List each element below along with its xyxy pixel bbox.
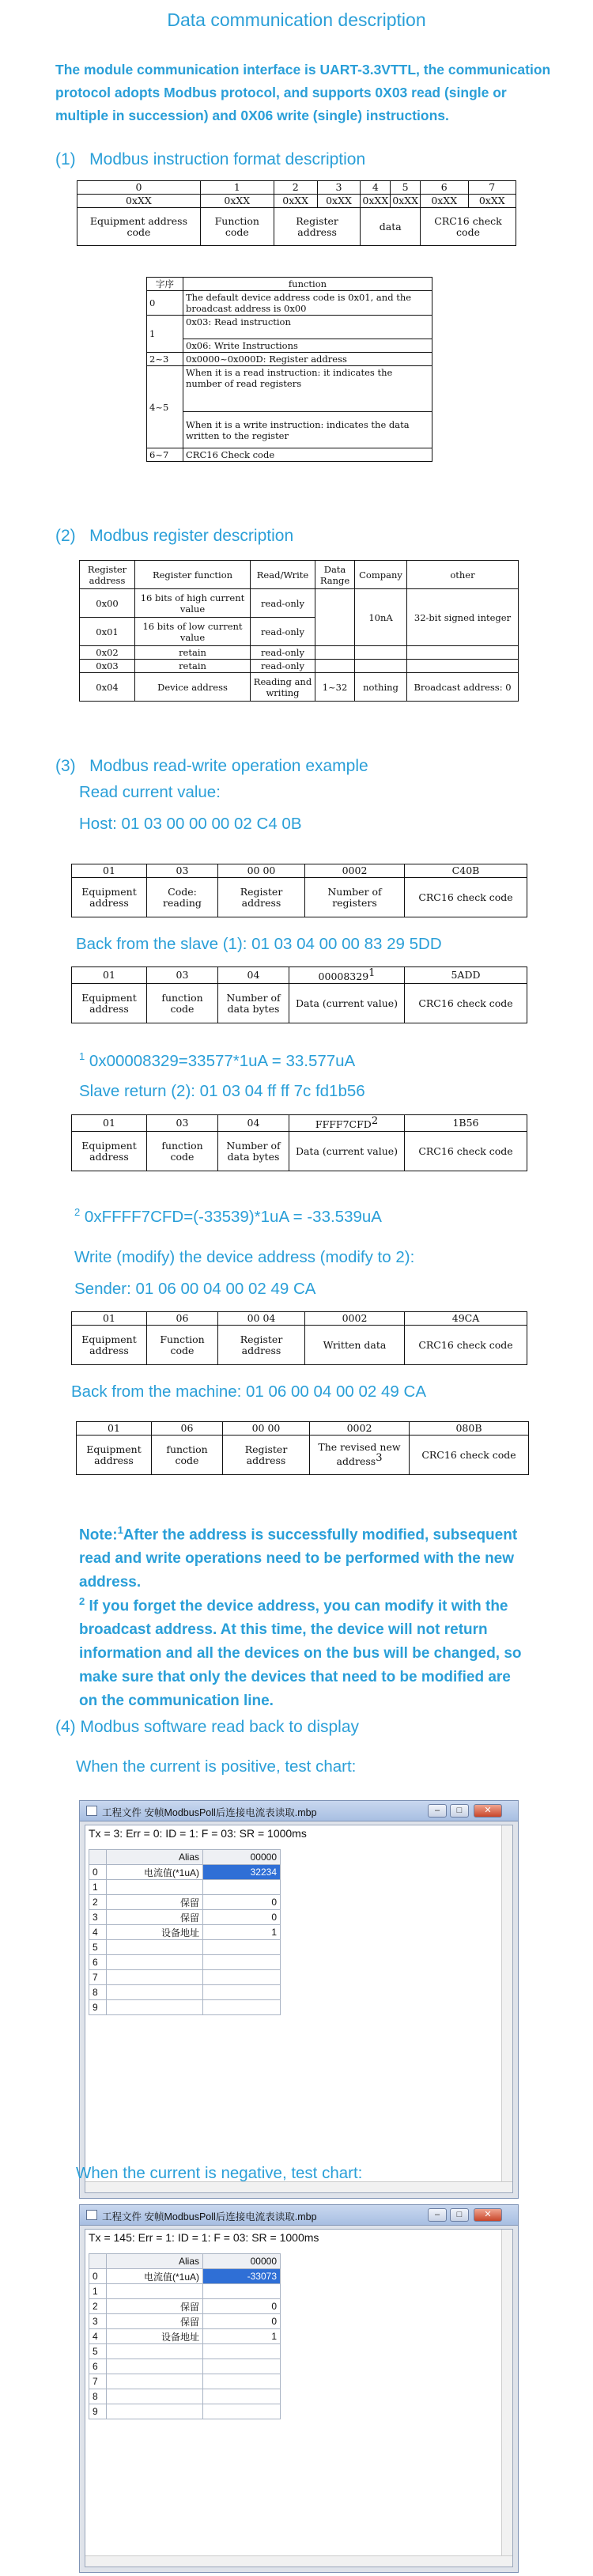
grid-row[interactable] [89,2374,281,2389]
modbus-window-positive [79,1800,519,2199]
byte-hex: 0xXX [77,195,201,208]
hex-cell: 04 [218,967,289,984]
byte-order-index: 1 [147,316,183,353]
register-unit [355,646,407,660]
vertical-scrollbar[interactable] [501,1825,512,2192]
hex-cell: 5ADD [405,967,527,984]
register-address: 0x01 [80,618,135,646]
hex-cell: C40B [405,864,527,878]
minimize-button[interactable]: – [428,2208,447,2222]
grid-row[interactable] [89,1985,281,2000]
title-bar [80,2205,518,2226]
register-address: 0x03 [80,660,135,673]
footnote-mark: 2 [371,1115,379,1127]
window-title: 工程文件 安帧ModbusPoll后连接电流表读取.mbp [102,2211,317,2222]
horizontal-scrollbar[interactable] [85,2555,512,2567]
register-other: Broadcast address: 0 [407,673,519,702]
hex-cell: 01 [72,1115,147,1132]
instruction-format-table [77,180,516,246]
byte-index: 6 [421,181,468,195]
grid-row[interactable] [89,2314,281,2329]
sender-command: Sender: 01 06 00 04 00 02 49 CA [74,1280,316,1298]
hex-cell: 0002 [310,1422,410,1436]
register-unit [355,660,407,673]
calc-text: 0xFFFF7CFD=(-33539)*1uA = -33.539uA [80,1207,382,1226]
byte-order-table [146,277,432,462]
hex-cell: 0002 [305,864,405,878]
desc-cell: function code [147,1132,218,1171]
register-other: 32-bit signed integer [407,589,519,646]
row-alias[interactable]: 电流值(*1uA) [107,2269,203,2284]
desc-cell: CRC16 check code [405,984,527,1023]
hex-cell: 00 00 [218,864,305,878]
register-grid [89,1849,281,2015]
note-paragraph-2 [79,1590,530,1713]
byte-hex: 0xXX [468,195,516,208]
desc-cell: function code [152,1436,223,1475]
row-index: 1 [89,2284,107,2299]
hex-cell: 080B [410,1422,529,1436]
register-function: 16 bits of low current value [135,618,251,646]
hex-cell: 01 [77,1422,152,1436]
hex-cell: 49CA [405,1312,527,1326]
host-read-table [71,864,527,917]
row-alias[interactable] [107,1970,203,1985]
row-index: 9 [89,2000,107,2015]
byte-desc: data [361,208,421,246]
col-header: Read/Write [251,561,315,589]
desc-cell: Register address [218,878,305,917]
row-value[interactable] [203,2284,281,2299]
col-header: Register function [135,561,251,589]
hex-cell: 03 [147,864,218,878]
register-function: retain [135,646,251,660]
grid-row[interactable] [89,1880,281,1895]
note-label: Note: [79,1526,118,1544]
byte-order-index: 2~3 [147,353,183,366]
row-alias[interactable] [107,1880,203,1895]
note-text: If you forget the device address, you can modify it with the broadcast address. At this time, the device will not return information and all the devices on the bus will be changed, so make sure that only the devices that need to be modified are on the communication line. [79,1598,522,1710]
byte-order-text: 0x06: Write Instructions [183,339,432,353]
register-unit: nothing [355,673,407,702]
row-alias[interactable]: 保留 [107,2314,203,2329]
register-address: 0x00 [80,589,135,618]
row-index: 8 [89,1985,107,2000]
hex-value: 00008329 [318,970,369,983]
desc-cell: Equipment address [72,1326,147,1365]
byte-desc-row [77,208,516,246]
footnote-mark: 2 [79,1595,85,1607]
byte-desc: Equipment address code [77,208,201,246]
window-content [85,2229,513,2567]
register-function: Device address [135,673,251,702]
title-bar [80,1801,518,1821]
row-value[interactable] [203,1880,281,1895]
value-column-header: 00000 [203,2254,281,2269]
desc-cell: Register address [223,1436,310,1475]
row-index: 7 [89,1970,107,1985]
col-header: 字序 [147,278,183,291]
byte-hex: 0xXX [391,195,421,208]
row-index: 6 [89,2359,107,2374]
row-index: 2 [89,2299,107,2314]
footnote-mark: 1 [368,967,376,979]
grid-row[interactable] [89,1865,281,1880]
desc-cell: Number of registers [305,878,405,917]
row-value[interactable]: 0 [203,1895,281,1910]
hex-cell: 0002 [305,1312,405,1326]
negative-chart-label: When the current is negative, test chart: [76,2164,363,2182]
byte-order-text: 0x0000~0x000D: Register address [183,353,432,366]
note-text: After the address is successfully modified, subsequent read and write operations need to be performed with the new address. [79,1526,518,1591]
register-rw: read-only [251,646,315,660]
byte-order-text: When it is a read instruction: it indicates the number of read registers [183,366,432,412]
byte-order-index: 4~5 [147,366,183,448]
byte-order-text: When it is a write instruction: indicates the data written to the register [183,412,432,448]
row-value[interactable] [203,2404,281,2419]
maximize-button[interactable]: □ [450,2208,469,2222]
byte-index: 0 [77,181,201,195]
grid-row[interactable] [89,1970,281,1985]
desc-cell: CRC16 check code [405,1132,527,1171]
row-index: 7 [89,2374,107,2389]
calc-footnote-2 [74,1206,382,1227]
window-content [85,1825,513,2193]
horizontal-scrollbar[interactable] [85,2181,512,2192]
grid-row[interactable] [89,2269,281,2284]
register-other [407,646,519,660]
row-value[interactable]: 0 [203,2299,281,2314]
desc-cell: Written data [305,1326,405,1365]
row-value[interactable]: -33073 [203,2269,281,2284]
hex-value: FFFF7CFD [315,1118,372,1131]
vertical-scrollbar[interactable] [501,2230,512,2567]
byte-hex: 0xXX [200,195,274,208]
host-command: Host: 01 03 00 00 00 02 C4 0B [79,815,302,833]
slave-response-2: Slave return (2): 01 03 04 ff ff 7c fd1b56 [79,1082,365,1100]
row-value[interactable]: 1 [203,2329,281,2344]
byte-desc: CRC16 check code [421,208,516,246]
row-alias[interactable]: 保留 [107,1910,203,1925]
row-alias[interactable] [107,2374,203,2389]
write-address-title: Write (modify) the device address (modify to 2): [74,1248,415,1266]
register-rw: Reading and writing [251,673,315,702]
row-index: 9 [89,2404,107,2419]
desc-cell: CRC16 check code [405,878,527,917]
status-line: Tx = 3: Err = 0: ID = 1: F = 03: SR = 1000ms [89,1827,307,1840]
byte-hex: 0xXX [421,195,468,208]
note-paragraph-1 [79,1519,530,1594]
machine-response-table [76,1421,529,1475]
hex-cell: 03 [147,1115,218,1132]
register-row [80,589,519,618]
grid-row[interactable] [89,1940,281,1955]
desc-cell: Equipment address [72,984,147,1023]
row-index: 8 [89,2389,107,2404]
row-alias[interactable] [107,2344,203,2359]
desc-cell [310,1436,410,1475]
row-alias[interactable]: 设备地址 [107,2329,203,2344]
row-alias[interactable] [107,1955,203,1970]
row-value[interactable] [203,2374,281,2389]
hex-cell [289,967,405,984]
row-value[interactable] [203,2389,281,2404]
register-range [315,646,355,660]
document-icon [86,2210,97,2220]
alias-column-header: Alias [107,1850,203,1865]
grid-row[interactable] [89,1925,281,1940]
hex-cell: 1B56 [405,1115,527,1132]
row-value[interactable]: 1 [203,1925,281,1940]
alias-column-header: Alias [107,2254,203,2269]
col-header: Register address [80,561,135,589]
register-grid [89,2253,281,2419]
grid-corner [89,1850,107,1865]
grid-row[interactable] [89,1955,281,1970]
register-table [79,560,519,702]
byte-index: 4 [361,181,391,195]
desc-cell: Number of data bytes [218,984,289,1023]
col-header: function [183,278,432,291]
byte-hex-row [77,195,516,208]
register-function: retain [135,660,251,673]
register-row [80,673,519,702]
footnote-mark: 1 [117,1524,123,1536]
hex-cell: 01 [72,864,147,878]
hex-cell: 00 04 [218,1312,305,1326]
row-alias[interactable] [107,2000,203,2015]
byte-index: 3 [317,181,361,195]
row-index: 6 [89,1955,107,1970]
grid-row[interactable] [89,2359,281,2374]
row-alias[interactable] [107,1985,203,2000]
hex-cell [289,1115,405,1132]
register-other [407,660,519,673]
register-range [315,660,355,673]
register-function: 16 bits of high current value [135,589,251,618]
desc-text: The revised new address [318,1441,401,1468]
grid-row[interactable] [89,2389,281,2404]
byte-desc: Function code [200,208,274,246]
calc-text: 0x00008329=33577*1uA = 33.577uA [85,1051,356,1070]
slave-response-2-table [71,1114,527,1171]
footnote-mark: 3 [376,1452,383,1465]
register-rw: read-only [251,618,315,646]
desc-cell: Register address [218,1326,305,1365]
footnote-mark: 2 [74,1206,81,1218]
register-row [80,646,519,660]
byte-order-text: The default device address code is 0x01, and the broadcast address is 0x00 [183,291,432,316]
grid-corner [89,2254,107,2269]
row-alias[interactable]: 保留 [107,1895,203,1910]
row-value[interactable]: 0 [203,1910,281,1925]
hex-cell: 04 [218,1115,289,1132]
register-range [315,589,355,646]
page-title: Data communication description [167,9,426,30]
close-button[interactable]: ✕ [474,1804,502,1818]
row-index: 5 [89,2344,107,2359]
byte-hex: 0xXX [361,195,391,208]
hex-cell: 01 [72,1312,147,1326]
row-value[interactable] [203,2359,281,2374]
byte-hex: 0xXX [274,195,317,208]
row-alias[interactable]: 保留 [107,2299,203,2314]
grid-row[interactable] [89,2404,281,2419]
calc-footnote-1 [79,1050,355,1071]
section-2-heading: (2) Modbus register description [55,527,294,545]
col-header: Company [355,561,407,589]
window-title: 工程文件 安帧ModbusPoll后连接电流表读取.mbp [102,1807,317,1818]
slave-response-1-table [71,966,527,1023]
row-value[interactable] [203,1970,281,1985]
register-address: 0x04 [80,673,135,702]
row-index: 2 [89,1895,107,1910]
byte-order-index: 6~7 [147,448,183,462]
byte-index-row [77,181,516,195]
row-alias[interactable] [107,2284,203,2299]
hex-cell: 00 00 [223,1422,310,1436]
byte-index: 1 [200,181,274,195]
desc-cell: Data (current value) [289,984,405,1023]
byte-index: 2 [274,181,317,195]
hex-cell: 03 [147,967,218,984]
status-line: Tx = 145: Err = 1: ID = 1: F = 03: SR = 1000ms [89,2231,319,2244]
register-unit: 10nA [355,589,407,646]
document-icon [86,1806,97,1816]
row-alias[interactable] [107,2404,203,2419]
hex-cell: 06 [152,1422,223,1436]
positive-chart-label: When the current is positive, test chart: [76,1757,357,1776]
row-index: 4 [89,1925,107,1940]
value-column-header: 00000 [203,1850,281,1865]
row-value[interactable] [203,1985,281,2000]
machine-response: Back from the machine: 01 06 00 04 00 02 49 CA [71,1383,426,1401]
row-value[interactable] [203,1955,281,1970]
row-value[interactable] [203,1940,281,1955]
byte-desc: Register address [274,208,361,246]
grid-row[interactable] [89,1895,281,1910]
hex-cell: 01 [72,967,147,984]
row-index: 3 [89,2314,107,2329]
section-4-heading: (4) Modbus software read back to display [55,1718,360,1736]
row-index: 0 [89,2269,107,2284]
row-index: 5 [89,1940,107,1955]
byte-order-text: CRC16 Check code [183,448,432,462]
hex-cell: 06 [147,1312,218,1326]
desc-cell: CRC16 check code [410,1436,529,1475]
grid-row[interactable] [89,2284,281,2299]
row-value[interactable] [203,2000,281,2015]
maximize-button[interactable]: □ [450,1804,469,1818]
row-value[interactable]: 0 [203,2314,281,2329]
desc-cell: Number of data bytes [218,1132,289,1171]
intro-paragraph: The module communication interface is UART-3.3VTTL, the communication protocol adopts Modbus protocol, and supports 0X03 read (single or multiple in succession) and 0X06 write (single) instructions. [55,62,551,123]
grid-row[interactable] [89,2344,281,2359]
slave-response-1: Back from the slave (1): 01 03 04 00 00 83 29 5DD [76,935,442,953]
row-alias[interactable]: 设备地址 [107,1925,203,1940]
desc-cell: Equipment address [72,1132,147,1171]
desc-cell: Data (current value) [289,1132,405,1171]
section-1-heading: (1) Modbus instruction format description [55,150,366,168]
byte-order-index: 0 [147,291,183,316]
grid-row[interactable] [89,1910,281,1925]
register-rw: read-only [251,660,315,673]
row-alias[interactable] [107,2389,203,2404]
row-alias[interactable] [107,2359,203,2374]
byte-hex: 0xXX [317,195,361,208]
row-value[interactable] [203,2344,281,2359]
desc-cell: function code [147,984,218,1023]
row-index: 3 [89,1910,107,1925]
row-alias[interactable] [107,1940,203,1955]
row-value[interactable]: 32234 [203,1865,281,1880]
register-header-row [80,561,519,589]
row-alias[interactable]: 电流值(*1uA) [107,1865,203,1880]
byte-order-text: 0x03: Read instruction [183,316,432,339]
register-row [80,660,519,673]
col-header: Data Range [315,561,355,589]
desc-cell: Function code [147,1326,218,1365]
grid-row[interactable] [89,2299,281,2314]
close-button[interactable]: ✕ [474,2208,502,2222]
register-rw: read-only [251,589,315,618]
section-3-heading: (3) Modbus read-write operation example [55,757,368,775]
footnote-mark: 1 [79,1050,85,1062]
read-current-label: Read current value: [79,783,221,801]
desc-cell: Equipment address [72,878,147,917]
grid-row[interactable] [89,2329,281,2344]
row-index: 4 [89,2329,107,2344]
desc-cell: CRC16 check code [405,1326,527,1365]
minimize-button[interactable]: – [428,1804,447,1818]
desc-cell: Equipment address [77,1436,152,1475]
col-header: other [407,561,519,589]
modbus-window-negative [79,2204,519,2573]
row-index: 1 [89,1880,107,1895]
desc-cell: Code: reading [147,878,218,917]
byte-index: 7 [468,181,516,195]
row-index: 0 [89,1865,107,1880]
grid-row[interactable] [89,2000,281,2015]
byte-index: 5 [391,181,421,195]
register-range: 1~32 [315,673,355,702]
register-address: 0x02 [80,646,135,660]
write-address-table [71,1311,527,1365]
